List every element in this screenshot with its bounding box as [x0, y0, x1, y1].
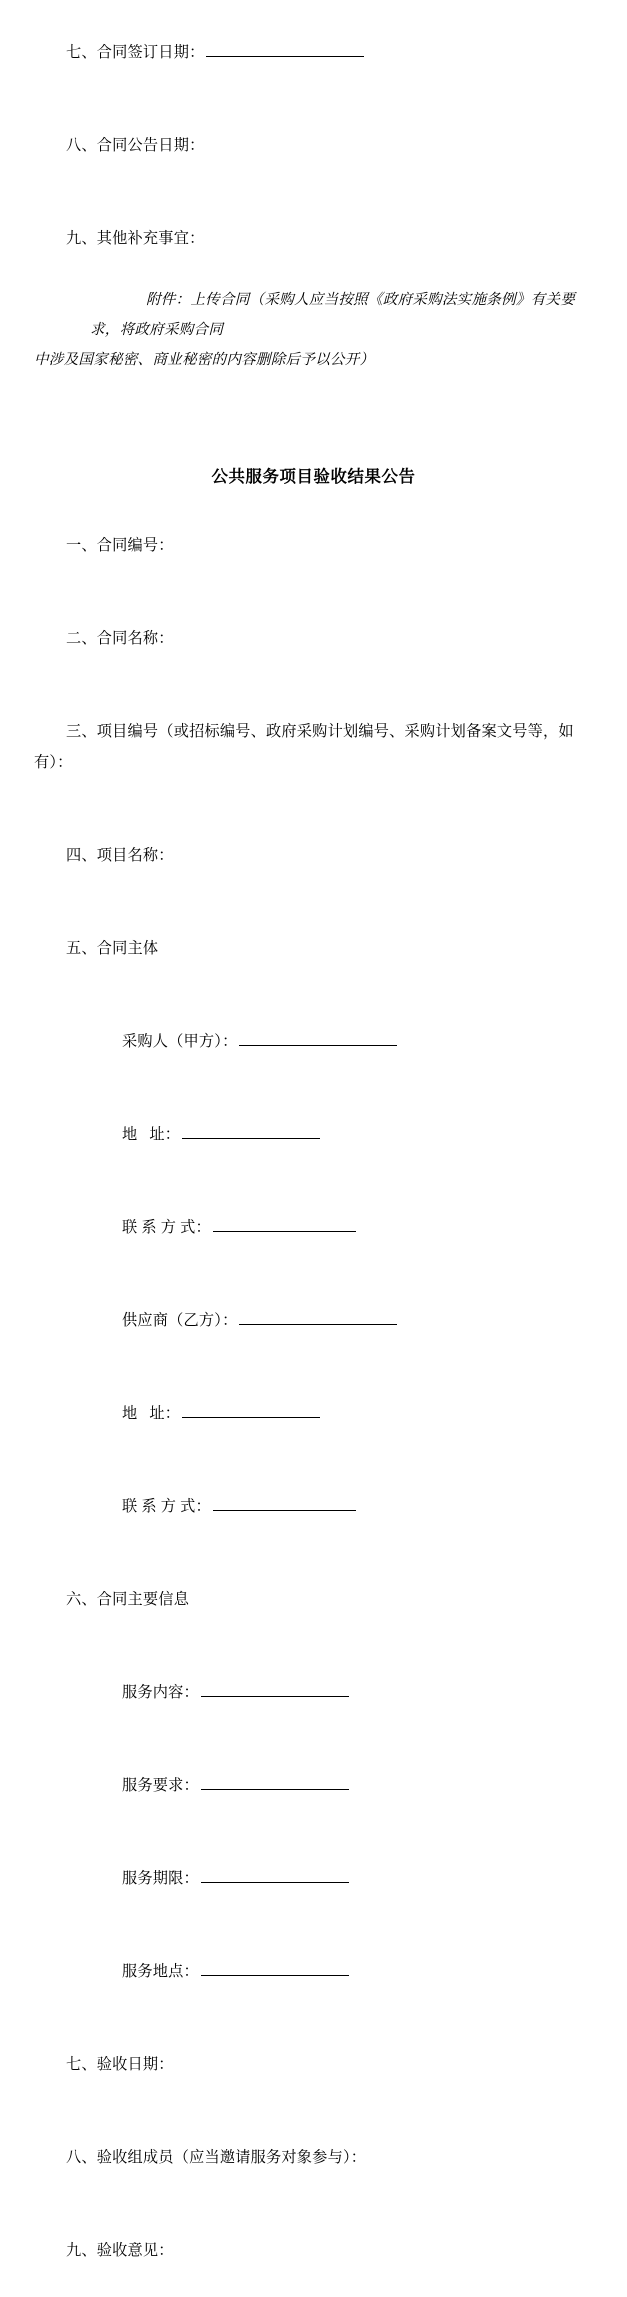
list-item — [34, 2018, 593, 2111]
field-purchaser-blank — [239, 1030, 397, 1046]
field-service-content-blank — [201, 1681, 349, 1697]
page-title: 公共服务项目验收结果公告 — [211, 467, 416, 486]
item-5-label: 五、合同主体 — [65, 940, 159, 957]
section-contract-announcement — [34, 6, 593, 375]
field-supplier-label: 供应商（乙方）： — [121, 1312, 238, 1329]
attachment-note-line-2 — [34, 345, 583, 375]
list-item — [34, 902, 593, 995]
field-service-requirement-label: 服务要求： — [121, 1777, 199, 1794]
list-item — [34, 1553, 593, 1646]
field-service-content-label: 服务内容： — [121, 1684, 199, 1701]
field-purchaser-contact — [90, 1181, 593, 1274]
list-item — [34, 6, 593, 99]
field-supplier-contact-label: 联 系 方 式： — [121, 1498, 211, 1515]
item-1-label: 一、合同编号： — [65, 537, 174, 554]
field-purchaser-contact-blank — [213, 1216, 356, 1232]
item-3-label: 三、项目编号（或招标编号、政府采购计划编号、采购计划备案文号等，如有）： — [34, 723, 574, 771]
item-8b-label: 八、验收组成员（应当邀请服务对象参与）： — [65, 2149, 367, 2166]
section-spacer — [34, 375, 593, 461]
field-supplier-blank — [239, 1309, 397, 1325]
item-9-label: 九、其他补充事宜： — [65, 230, 205, 247]
item-7b-label: 七、验收日期： — [65, 2056, 174, 2073]
field-service-location-label: 服务地点： — [121, 1963, 199, 1980]
field-purchaser-contact-label: 联 系 方 式： — [121, 1219, 211, 1236]
attachment-note-text-1: 附件：上传合同（采购人应当按照《政府采购法实施条例》有关要求，将政府采购合同 — [90, 292, 576, 338]
field-purchaser-address-blank — [182, 1123, 320, 1139]
field-service-content — [90, 1646, 593, 1739]
list-item — [34, 499, 593, 592]
list-item — [34, 592, 593, 685]
list-item — [34, 192, 593, 285]
field-purchaser-label: 采购人（甲方）： — [121, 1033, 238, 1050]
item-9b-label: 九、验收意见： — [65, 2242, 174, 2259]
field-supplier-address-blank — [182, 1402, 320, 1418]
attachment-note-line-1 — [90, 285, 583, 345]
field-service-period — [90, 1832, 593, 1925]
item-8-label: 八、合同公告日期： — [65, 137, 205, 154]
list-item — [34, 2204, 593, 2297]
field-service-period-blank — [201, 1867, 349, 1883]
field-supplier-address-label: 地 址： — [121, 1405, 181, 1422]
field-purchaser — [90, 995, 593, 1088]
list-item — [34, 685, 593, 809]
field-service-period-label: 服务期限： — [121, 1870, 199, 1887]
field-service-location-blank — [201, 1960, 349, 1976]
field-supplier-contact — [90, 1460, 593, 1553]
field-purchaser-address-label: 地 址： — [121, 1126, 181, 1143]
field-purchaser-address — [90, 1088, 593, 1181]
field-supplier — [90, 1274, 593, 1367]
item-4-label: 四、项目名称： — [65, 847, 174, 864]
section-acceptance-announcement — [34, 461, 593, 2297]
attachment-note — [34, 285, 583, 375]
item-6-label: 六、合同主要信息 — [65, 1591, 190, 1608]
field-supplier-address — [90, 1367, 593, 1460]
item-2-label: 二、合同名称： — [65, 630, 174, 647]
item-7-label: 七、合同签订日期： — [65, 44, 205, 61]
field-supplier-contact-blank — [213, 1495, 356, 1511]
attachment-note-text-2: 中涉及国家秘密、商业秘密的内容删除后予以公开） — [34, 352, 375, 368]
field-service-location — [90, 1925, 593, 2018]
list-item — [34, 99, 593, 192]
field-service-requirement — [90, 1739, 593, 1832]
field-service-requirement-blank — [201, 1774, 349, 1790]
list-item — [34, 2111, 593, 2204]
list-item — [34, 809, 593, 902]
item-7-blank — [206, 41, 364, 57]
